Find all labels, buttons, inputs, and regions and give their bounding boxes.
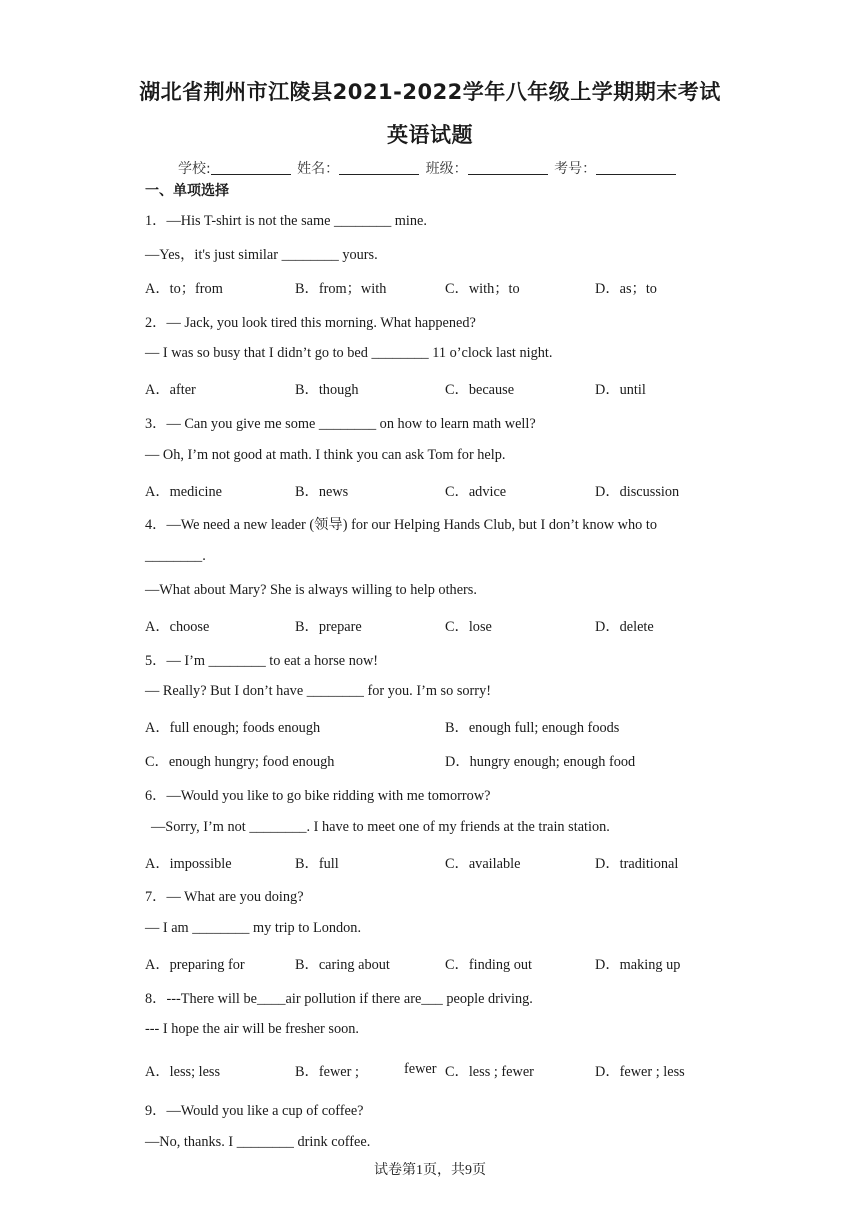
question-2-option-c: C．because bbox=[445, 382, 515, 398]
question-8-option-b-continued: fewer bbox=[404, 1061, 437, 1077]
question-3-line-2: — Oh, I’m not good at math. I think you can ask Tom for help. bbox=[145, 447, 506, 463]
question-2-option-b: B．though bbox=[295, 382, 359, 398]
question-4-option-d: D．delete bbox=[595, 619, 654, 635]
question-1-line-1: 1．—His T-shirt is not the same ________ mine. bbox=[145, 213, 427, 229]
section-title: 一、单项选择 bbox=[145, 183, 229, 199]
question-8-line-2: --- I hope the air will be fresher soon. bbox=[145, 1021, 359, 1037]
school-blank bbox=[211, 160, 291, 175]
question-4-line-3: —What about Mary? She is always willing to help others. bbox=[145, 582, 477, 598]
question-1-option-a: A．to；from bbox=[145, 281, 223, 297]
question-8-option-a: A．less; less bbox=[145, 1064, 221, 1080]
question-4-option-a: A．choose bbox=[145, 619, 210, 635]
question-7-option-d: D．making up bbox=[595, 957, 681, 973]
question-8-line-1: 8．---There will be____air pollution if there are___ people driving. bbox=[145, 991, 533, 1007]
question-2-line-1: 2．— Jack, you look tired this morning. What happened? bbox=[145, 315, 476, 331]
question-2-line-2: — I was so busy that I didn’t go to bed ________ 11 o’clock last night. bbox=[145, 345, 553, 361]
question-5-option-d: D．hungry enough; enough food bbox=[445, 754, 636, 770]
question-5-option-b: B．enough full; enough foods bbox=[445, 720, 620, 736]
question-4-option-c: C．lose bbox=[445, 619, 492, 635]
question-7-option-c: C．finding out bbox=[445, 957, 532, 973]
exam-title-line2: 英语试题 bbox=[387, 123, 473, 147]
question-1-option-b: B．from；with bbox=[295, 281, 387, 297]
question-3-option-a: A．medicine bbox=[145, 484, 223, 500]
question-4-line-2: ________. bbox=[145, 548, 206, 564]
question-6-option-c: C．available bbox=[445, 856, 521, 872]
question-6-option-d: D．traditional bbox=[595, 856, 679, 872]
question-1-option-c: C．with；to bbox=[445, 281, 520, 297]
question-6-line-1: 6．—Would you like to go bike ridding with me tomorrow? bbox=[145, 788, 491, 804]
name-blank bbox=[339, 160, 419, 175]
question-3-option-c: C．advice bbox=[445, 484, 507, 500]
question-8-option-c: C．less ; fewer bbox=[445, 1064, 534, 1080]
question-7-line-2: — I am ________ my trip to London. bbox=[145, 920, 362, 936]
question-8-option-d: D．fewer ; less bbox=[595, 1064, 685, 1080]
question-6-option-a: A．impossible bbox=[145, 856, 232, 872]
question-4-option-b: B．prepare bbox=[295, 619, 362, 635]
question-2-option-a: A．after bbox=[145, 382, 196, 398]
question-3-line-1: 3．— Can you give me some ________ on how to learn math well? bbox=[145, 416, 536, 432]
question-1-option-d: D．as；to bbox=[595, 281, 657, 297]
question-6-line-2: —Sorry, I’m not ________. I have to meet one of my friends at the train station. bbox=[151, 819, 610, 835]
question-5-option-a: A．full enough; foods enough bbox=[145, 720, 321, 736]
question-9-line-2: —No, thanks. I ________ drink coffee. bbox=[145, 1134, 371, 1150]
question-7-line-1: 7．— What are you doing? bbox=[145, 889, 304, 905]
class-label: 班级： bbox=[425, 161, 468, 177]
question-5-line-2: — Really? But I don’t have ________ for you. I’m so sorry! bbox=[145, 683, 491, 699]
question-5-line-1: 5．— I’m ________ to eat a horse now! bbox=[145, 653, 379, 669]
exam-title-line1: 湖北省荆州市江陵县2021-2022学年八年级上学期期末考试 bbox=[139, 80, 721, 104]
question-6-option-b: B．full bbox=[295, 856, 339, 872]
exam-number-label: 考号： bbox=[554, 161, 597, 177]
student-info-row bbox=[178, 158, 678, 178]
name-label: 姓名： bbox=[297, 161, 340, 177]
question-8-option-b: B．fewer ; bbox=[295, 1064, 359, 1080]
question-3-option-b: B．news bbox=[295, 484, 349, 500]
question-5-option-c: C．enough hungry; food enough bbox=[145, 754, 335, 770]
question-7-option-a: A．preparing for bbox=[145, 957, 245, 973]
page-footer: 试卷第1页，共9页 bbox=[374, 1163, 486, 1178]
class-blank bbox=[468, 160, 548, 175]
exam-number-blank bbox=[596, 160, 676, 175]
question-1-line-2: —Yes，it's just similar ________ yours. bbox=[145, 247, 378, 263]
question-3-option-d: D．discussion bbox=[595, 484, 680, 500]
question-7-option-b: B．caring about bbox=[295, 957, 390, 973]
question-4-line-1: 4．—We need a new leader (领导) for our Helping Hands Club, but I don’t know who to bbox=[145, 517, 657, 533]
school-label: 学校: bbox=[178, 161, 211, 177]
question-9-line-1: 9．—Would you like a cup of coffee? bbox=[145, 1103, 364, 1119]
question-2-option-d: D．until bbox=[595, 382, 646, 398]
